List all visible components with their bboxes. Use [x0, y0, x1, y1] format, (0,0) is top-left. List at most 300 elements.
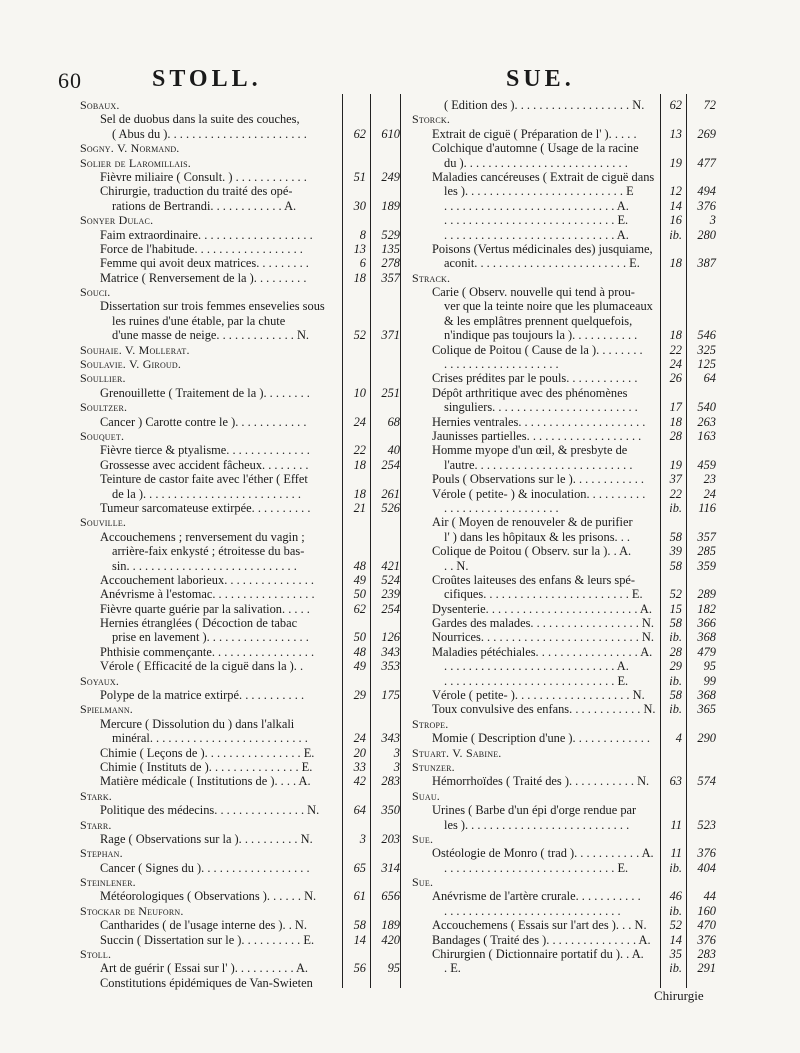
- volume-number: 15: [669, 601, 682, 616]
- page-reference: 269: [697, 126, 716, 141]
- index-entry: [412, 846, 716, 861]
- page-reference: 135: [381, 241, 400, 256]
- entry-text: Souci.: [80, 285, 111, 300]
- page-reference: 116: [698, 500, 716, 515]
- index-entry: [80, 184, 398, 198]
- entry-text: Air ( Moyen de renouveler & de purifier: [432, 515, 633, 530]
- entry-text: . . N.: [444, 558, 469, 573]
- index-entry: [412, 141, 712, 155]
- entry-text: singuliers. . . . . . . . . . . . . . . . . . . . . . . .: [444, 400, 638, 415]
- volume-number: 58: [669, 529, 682, 544]
- page-reference: 283: [381, 774, 400, 789]
- volume-number: 4: [675, 731, 682, 746]
- entry-text: l'autre. . . . . . . . . . . . . . . . . . . . . . . . . .: [444, 457, 633, 472]
- index-entry: [412, 428, 716, 443]
- entry-text: Nourrices. . . . . . . . . . . . . . . . . . . . . . . . . . N.: [432, 630, 654, 645]
- index-entry: [412, 903, 716, 918]
- volume-number: ib.: [669, 961, 682, 976]
- entry-text: Polype de la matrice extirpé. . . . . . . . . . .: [100, 688, 305, 703]
- entry-text: . . . . . . . . . . . . . . . . . . . . . . . . . . . . A.: [444, 659, 629, 674]
- entry-text: Vérole ( petite- ). . . . . . . . . . . . . . . . . . . N.: [432, 688, 645, 703]
- index-heading: [412, 832, 712, 846]
- index-entry: [80, 616, 398, 630]
- volume-number: 16: [669, 213, 682, 228]
- index-entry: [80, 415, 398, 429]
- index-entry: [80, 271, 398, 285]
- entry-text: Fièvre quarte guérie par la salivation. . . . .: [100, 601, 310, 616]
- index-entry: [412, 544, 716, 559]
- entry-text: Suau.: [412, 788, 441, 803]
- index-heading: [80, 674, 398, 688]
- page-reference: 182: [697, 601, 716, 616]
- index-entry: [80, 242, 398, 256]
- entry-text: Accouchemens ; renversement du vagin ;: [100, 529, 305, 544]
- entry-text: Fièvre tierce & ptyalisme. . . . . . . . . . . . . .: [100, 443, 310, 458]
- volume-number: 52: [669, 918, 682, 933]
- index-entry: [412, 616, 716, 631]
- volume-number: ib.: [669, 702, 682, 717]
- page-reference: 283: [697, 947, 716, 962]
- volume-number: 22: [669, 342, 682, 357]
- entry-text: Soullier.: [80, 371, 126, 386]
- page-reference: 404: [697, 860, 716, 875]
- entry-text: Chirurgien ( Dictionnaire portatif du ). . A.: [432, 947, 644, 962]
- volume-number: 8: [359, 227, 366, 242]
- page-reference: 251: [381, 385, 400, 400]
- index-entry: [80, 112, 398, 126]
- index-entry: [412, 558, 716, 573]
- page-reference: 175: [381, 688, 400, 703]
- page-reference: 376: [697, 846, 716, 861]
- index-entry: [412, 918, 716, 933]
- entry-text: minéral. . . . . . . . . . . . . . . . . . . . . . . . . .: [112, 731, 308, 746]
- volume-number: 12: [669, 184, 682, 199]
- index-heading: [412, 875, 712, 889]
- entry-text: Toux convulsive des enfans. . . . . . . . . . . . N.: [432, 702, 656, 717]
- volume-number: 24: [353, 731, 366, 746]
- entry-text: . . . . . . . . . . . . . . . . . . . . . . . . . . . . .: [444, 903, 621, 918]
- index-entry: [80, 731, 398, 745]
- volume-number: 62: [669, 98, 682, 112]
- page-reference: 285: [697, 544, 716, 559]
- index-entry: [80, 832, 398, 846]
- entry-text: Souquet.: [80, 428, 125, 443]
- entry-text: Chimie ( Instituts de ). . . . . . . . . . . . . . . E.: [100, 759, 313, 774]
- volume-number: 11: [670, 846, 682, 861]
- page-reference: 610: [381, 126, 400, 141]
- entry-text: Gardes des malades. . . . . . . . . . . . . . . . . . N.: [432, 616, 654, 631]
- page-reference: 289: [697, 587, 716, 602]
- page-reference: 343: [381, 731, 400, 746]
- page-reference: 254: [381, 457, 400, 472]
- index-entry: [412, 328, 716, 343]
- index-entry: [412, 644, 716, 659]
- entry-text: Croûtes laiteuses des enfans & leurs spé-: [432, 572, 636, 587]
- page-number: 60: [58, 68, 82, 93]
- entry-text: Cancer ( Signes du ). . . . . . . . . . . . . . . . . .: [100, 860, 310, 875]
- page-reference: 574: [697, 774, 716, 789]
- entry-text: Sue.: [412, 875, 434, 890]
- entry-text: Phthisie commençante. . . . . . . . . . . . . . . . .: [100, 644, 315, 659]
- page-reference: 95: [703, 659, 716, 674]
- index-entry: [80, 530, 398, 544]
- page-reference: 290: [697, 731, 716, 746]
- entry-text: Mercure ( Dissolution du ) dans l'alkali: [100, 716, 295, 731]
- index-heading: [80, 400, 398, 414]
- volume-number: 3: [359, 831, 366, 846]
- entry-text: Constitutions épidémiques de Van-Swieten: [100, 975, 313, 990]
- volume-number: 11: [670, 817, 682, 832]
- index-entry: [80, 458, 398, 472]
- index-entry: [412, 961, 716, 976]
- entry-text: Sue.: [412, 831, 434, 846]
- index-heading: [412, 789, 712, 803]
- entry-text: du ). . . . . . . . . . . . . . . . . . . . . . . . . . .: [444, 155, 628, 170]
- page-reference: 656: [381, 889, 400, 904]
- entry-text: Strope.: [412, 716, 449, 731]
- volume-number: ib.: [669, 630, 682, 645]
- index-heading: [80, 429, 398, 443]
- page-reference: 494: [697, 184, 716, 199]
- page-reference: 99: [703, 673, 716, 688]
- volume-number: 39: [669, 544, 682, 559]
- index-heading: [80, 702, 398, 716]
- index-entry: [80, 487, 398, 501]
- entry-text: aconit. . . . . . . . . . . . . . . . . . . . . . . . . E.: [444, 256, 640, 271]
- index-entry: [412, 803, 712, 817]
- index-entry: [80, 630, 398, 644]
- index-entry: [412, 573, 712, 587]
- entry-text: cifiques. . . . . . . . . . . . . . . . . . . . . . . . E.: [444, 587, 643, 602]
- page-reference: 546: [697, 328, 716, 343]
- entry-text: . . . . . . . . . . . . . . . . . . . . . . . . . . . . E.: [444, 213, 629, 228]
- volume-number: 48: [353, 644, 366, 659]
- entry-text: Stockar de Neuforn.: [80, 903, 184, 918]
- page-reference: 95: [387, 961, 400, 976]
- index-entry: [412, 515, 712, 529]
- volume-number: 42: [353, 774, 366, 789]
- volume-number: 14: [669, 198, 682, 213]
- entry-text: Momie ( Description d'une ). . . . . . . . . . . . .: [432, 731, 651, 746]
- page-reference: 325: [697, 342, 716, 357]
- index-entry: [80, 314, 398, 328]
- index-entry: [80, 587, 398, 601]
- page-reference: 249: [381, 169, 400, 184]
- volume-number: 21: [353, 500, 366, 515]
- index-entry: [80, 746, 398, 760]
- index-entry: [412, 457, 716, 472]
- index-entry: [412, 500, 716, 515]
- volume-number: ib.: [669, 673, 682, 688]
- index-entry: [412, 472, 716, 487]
- volume-number: 19: [669, 457, 682, 472]
- index-entry: [80, 645, 398, 659]
- entry-text: Tumeur sarcomateuse extirpée. . . . . . . . . .: [100, 500, 311, 515]
- page-reference: 343: [381, 644, 400, 659]
- entry-text: Soulavie. V. Giroud.: [80, 357, 182, 372]
- volume-number: 13: [669, 126, 682, 141]
- volume-number: 48: [353, 558, 366, 573]
- index-entry: [80, 602, 398, 616]
- index-heading: [80, 904, 398, 918]
- page-reference: 477: [697, 155, 716, 170]
- page-reference: 126: [381, 630, 400, 645]
- entry-text: Ostéologie de Monro ( trad ). . . . . . . . . . . A.: [432, 846, 654, 861]
- entry-text: Art de guérir ( Essai sur l' ). . . . . . . . . . A.: [100, 961, 309, 976]
- volume-number: ib.: [669, 227, 682, 242]
- index-entry: [412, 443, 712, 457]
- entry-text: Storck.: [412, 112, 451, 127]
- page-reference: 479: [697, 644, 716, 659]
- index-entry: [412, 486, 716, 501]
- volume-number: 18: [353, 486, 366, 501]
- entry-text: Stoll.: [80, 947, 112, 962]
- entry-text: Hernies ventrales. . . . . . . . . . . . . . . . . . . . .: [432, 414, 646, 429]
- entry-text: Steinlener.: [80, 875, 136, 890]
- index-entry: [412, 947, 716, 962]
- entry-text: . . . . . . . . . . . . . . . . . . . . . . . . . . . . E.: [444, 860, 629, 875]
- volume-number: 63: [669, 774, 682, 789]
- entry-text: Stephan.: [80, 846, 123, 861]
- entry-text: Cancer ) Carotte contre le ). . . . . . . . . . . .: [100, 414, 307, 429]
- index-entry: [80, 933, 398, 947]
- index-heading: [80, 141, 398, 155]
- page-reference: 368: [697, 688, 716, 703]
- index-entry: [80, 386, 398, 400]
- index-entry: [412, 386, 712, 400]
- volume-number: 14: [353, 932, 366, 947]
- volume-number: 50: [353, 630, 366, 645]
- volume-number: 22: [353, 443, 366, 458]
- volume-number: 30: [353, 198, 366, 213]
- index-heading: [80, 818, 398, 832]
- index-entry: [80, 228, 398, 242]
- entry-text: les ). . . . . . . . . . . . . . . . . . . . . . . . . . .: [444, 817, 630, 832]
- entry-text: Colchique d'automne ( Usage de la racine: [432, 141, 639, 156]
- page-reference: 376: [697, 932, 716, 947]
- index-entry: [412, 170, 712, 184]
- page-reference: 3: [393, 759, 400, 774]
- entry-text: arrière-faix enkysté ; étroitesse du bas-: [112, 544, 305, 559]
- entry-text: Hémorrhoïdes ( Traité des ). . . . . . . . . . . N.: [432, 774, 650, 789]
- page-reference: 72: [703, 98, 716, 112]
- index-heading: [80, 515, 398, 529]
- index-heading: [80, 947, 398, 961]
- index-entry: [80, 299, 398, 313]
- index-entry: [80, 199, 398, 213]
- entry-text: Chimie ( Leçons de ). . . . . . . . . . . . . . . . E.: [100, 745, 315, 760]
- index-entry: [80, 559, 398, 573]
- volume-number: 49: [353, 659, 366, 674]
- index-entry: [80, 501, 398, 515]
- volume-number: 6: [359, 256, 366, 271]
- index-entry: [412, 155, 716, 170]
- column-rule-center: [400, 94, 401, 988]
- entry-text: Vérole ( Efficacité de la ciguë dans la ). .: [100, 659, 304, 674]
- page-reference: 261: [381, 486, 400, 501]
- entry-text: Cantharides ( de l'usage interne des ). . N.: [100, 918, 307, 933]
- entry-text: . . . . . . . . . . . . . . . . . . . . . . . . . . . . A.: [444, 227, 629, 242]
- entry-text: Succin ( Dissertation sur le ). . . . . . . . . . E.: [100, 932, 315, 947]
- index-entry: [80, 170, 398, 184]
- entry-text: Maladies cancéreuses ( Extrait de ciguë dans: [432, 169, 655, 184]
- page-reference: 529: [381, 227, 400, 242]
- entry-text: Pouls ( Observations sur le ). . . . . . . . . . . .: [432, 472, 645, 487]
- volume-number: 28: [669, 428, 682, 443]
- index-entry: [412, 256, 716, 271]
- page-reference: 368: [697, 630, 716, 645]
- index-heading: [80, 789, 398, 803]
- entry-text: l' ) dans les hôpitaux & les prisons. . .: [444, 529, 631, 544]
- entry-text: Souville.: [80, 515, 127, 530]
- page-reference: 314: [381, 860, 400, 875]
- volume-number: 56: [353, 961, 366, 976]
- entry-text: Stuart. V. Sabine.: [412, 745, 502, 760]
- volume-number: ib.: [669, 903, 682, 918]
- page-reference: 189: [381, 198, 400, 213]
- entry-text: Sonyer Dulac.: [80, 213, 154, 228]
- index-heading: [412, 760, 712, 774]
- entry-text: . . . . . . . . . . . . . . . . . . . . . . . . . . . . E.: [444, 673, 629, 688]
- index-entry: [412, 299, 712, 313]
- page-reference: 23: [703, 472, 716, 487]
- page-reference: 189: [381, 918, 400, 933]
- entry-text: Faim extraordinaire. . . . . . . . . . . . . . . . . . .: [100, 227, 313, 242]
- page-reference: 239: [381, 587, 400, 602]
- entry-text: Hernies étranglées ( Décoction de tabac: [100, 616, 298, 631]
- index-entry: [80, 918, 398, 932]
- entry-text: n'indique pas toujours la ). . . . . . . . . . .: [444, 328, 638, 343]
- right-index-column: [412, 98, 716, 976]
- index-entry: [412, 198, 716, 213]
- page-reference: 24: [703, 486, 716, 501]
- index-entry: [80, 472, 398, 486]
- volume-number: 18: [669, 328, 682, 343]
- entry-text: Dépôt arthritique avec des phénomènes: [432, 385, 628, 400]
- page-reference: 3: [393, 745, 400, 760]
- entry-text: Colique de Poitou ( Observ. sur la ). . A.: [432, 544, 632, 559]
- index-heading: [412, 746, 712, 760]
- entry-text: Accouchement laborieux. . . . . . . . . . . . . . .: [100, 572, 315, 587]
- index-entry: [412, 731, 716, 746]
- entry-text: Force de l'habitude. . . . . . . . . . . . . . . . . .: [100, 241, 303, 256]
- index-entry: [412, 817, 716, 832]
- entry-text: Teinture de castor faite avec l'éther ( Effet: [100, 472, 308, 487]
- entry-text: rations de Bertrandi. . . . . . . . . . . . A.: [112, 198, 297, 213]
- index-heading: [80, 213, 398, 227]
- entry-text: Sobaux.: [80, 98, 120, 112]
- page-reference: 125: [697, 357, 716, 372]
- index-entry: [80, 717, 398, 731]
- index-entry: [412, 932, 716, 947]
- volume-number: 58: [669, 558, 682, 573]
- index-entry: [412, 357, 716, 372]
- volume-number: 37: [669, 472, 682, 487]
- entry-text: . . . . . . . . . . . . . . . . . . .: [444, 357, 559, 372]
- entry-text: sin. . . . . . . . . . . . . . . . . . . . . . . . . . . .: [112, 558, 297, 573]
- entry-text: Stark.: [80, 788, 113, 803]
- entry-text: Maladies pétéchiales. . . . . . . . . . . . . . . . . A.: [432, 644, 653, 659]
- volume-number: 17: [669, 400, 682, 415]
- index-entry: [412, 860, 716, 875]
- entry-text: Vérole ( petite- ) & inoculation. . . . . . . . . .: [432, 486, 646, 501]
- entry-text: Stunzer.: [412, 759, 455, 774]
- page-reference: 40: [387, 443, 400, 458]
- page-reference: 459: [697, 457, 716, 472]
- index-entry: [412, 213, 716, 228]
- right-running-head: SUE.: [506, 66, 575, 92]
- entry-text: Météorologiques ( Observations ). . . . . . N.: [100, 889, 317, 904]
- index-entry: [80, 889, 398, 903]
- entry-text: Sogny. V. Normand.: [80, 141, 180, 156]
- volume-number: 58: [669, 688, 682, 703]
- index-entry: [412, 400, 716, 415]
- index-heading: [80, 371, 398, 385]
- left-running-head: STOLL.: [152, 66, 262, 92]
- entry-text: . . . . . . . . . . . . . . . . . . .: [444, 500, 559, 515]
- index-entry: [80, 861, 398, 875]
- entry-text: Colique de Poitou ( Cause de la ). . . . . . . .: [432, 342, 643, 357]
- page-reference: 278: [381, 256, 400, 271]
- volume-number: 52: [353, 328, 366, 343]
- index-entry: [412, 242, 712, 256]
- volume-number: 18: [669, 414, 682, 429]
- page-reference: 68: [387, 414, 400, 429]
- entry-text: Matière médicale ( Institutions de ). . . . A.: [100, 774, 311, 789]
- index-heading: [80, 846, 398, 860]
- volume-number: 51: [353, 169, 366, 184]
- entry-text: Accouchemens ( Essais sur l'art des ). . . N.: [432, 918, 647, 933]
- volume-number: 13: [353, 241, 366, 256]
- index-entry: [412, 673, 716, 688]
- index-entry: [412, 342, 716, 357]
- entry-text: Starr.: [80, 817, 112, 832]
- entry-text: Carie ( Observ. nouvelle qui tend à prou-: [432, 285, 635, 300]
- index-entry: [80, 328, 398, 342]
- entry-text: Grenouillette ( Traitement de la ). . . . . . . .: [100, 385, 310, 400]
- entry-text: Extrait de ciguë ( Préparation de l' ). . . . .: [432, 126, 637, 141]
- page-reference: 44: [703, 889, 716, 904]
- volume-number: 10: [353, 385, 366, 400]
- index-entry: [80, 573, 398, 587]
- entry-text: Dissertation sur trois femmes ensevelies sous: [100, 299, 325, 314]
- index-entry: [412, 184, 716, 199]
- page-reference: 163: [697, 428, 716, 443]
- volume-number: 24: [669, 357, 682, 372]
- volume-number: 18: [353, 270, 366, 285]
- entry-text: Soultzer.: [80, 400, 128, 415]
- index-entry: [80, 803, 398, 817]
- entry-text: Strack.: [412, 270, 451, 285]
- entry-text: Homme myope d'un œil, & presbyte de: [432, 443, 628, 458]
- volume-number: 64: [353, 803, 366, 818]
- entry-text: Jaunisses partielles. . . . . . . . . . . . . . . . . . .: [432, 428, 642, 443]
- entry-text: Femme qui avoit deux matrices. . . . . . . . .: [100, 256, 309, 271]
- entry-text: Fièvre miliaire ( Consult. ) . . . . . . . . . . . .: [100, 169, 307, 184]
- page-reference: 470: [697, 918, 716, 933]
- entry-text: Anévrisme à l'estomac. . . . . . . . . . . . . . . . .: [100, 587, 315, 602]
- entry-text: Solier de Laromillais.: [80, 155, 191, 170]
- index-entry: [80, 127, 398, 141]
- page-reference: 350: [381, 803, 400, 818]
- volume-number: 18: [669, 256, 682, 271]
- page-reference: 420: [381, 932, 400, 947]
- entry-text: d'une masse de neige. . . . . . . . . . . . . N.: [112, 328, 310, 343]
- volume-number: 49: [353, 572, 366, 587]
- index-entry: [80, 976, 398, 990]
- volume-number: 26: [669, 371, 682, 386]
- index-heading: [80, 343, 398, 357]
